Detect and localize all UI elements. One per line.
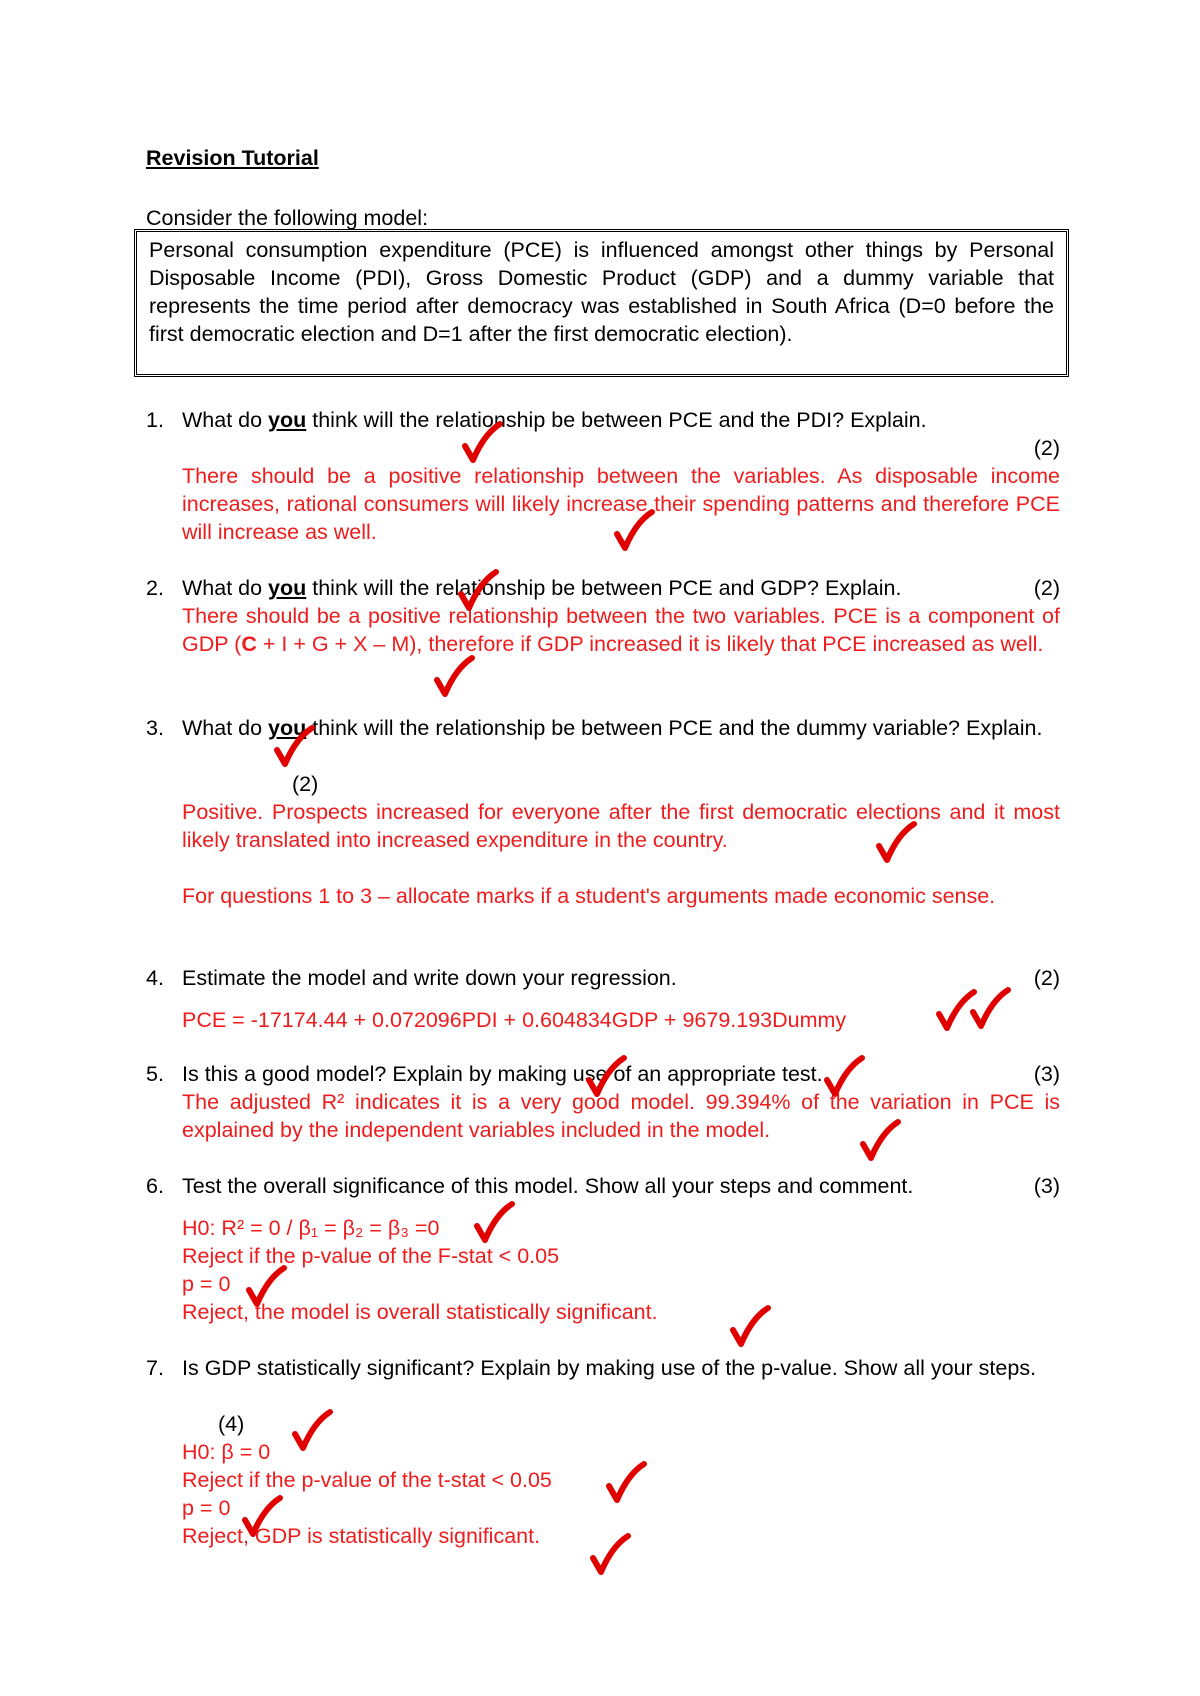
- question-7-marks: (4): [218, 1412, 245, 1436]
- question-2-answer: There should be a positive relationship between the two variables. PCE is a component of GDP (C + I + G + X – M), therefore if GDP increased it is likely that PCE increased as well.: [182, 604, 1060, 656]
- question-number: 3.: [146, 716, 164, 740]
- question-1-text: What do you think will the relationship be between PCE and the PDI? Explain.: [182, 408, 927, 432]
- check-mark-icon: [604, 1460, 648, 1508]
- q6-decision-rule: Reject if the p-value of the F-stat < 0.05: [182, 1244, 560, 1268]
- check-mark-icon: [728, 1304, 772, 1352]
- check-mark-icon: [244, 1264, 288, 1312]
- question-1-answer: There should be a positive relationship between the variables. As disposable income increases, rational consumers will likely increase their spending patterns and therefore PCE will increase as well.: [182, 464, 1060, 544]
- question-4-text: Estimate the model and write down your regression.: [182, 966, 677, 990]
- question-3-marks: (2): [292, 772, 319, 796]
- question-2-marks: (2): [1033, 576, 1060, 600]
- check-mark-icon: [822, 1054, 866, 1102]
- q6-conclusion: Reject, the model is overall statistically significant.: [182, 1300, 658, 1324]
- question-number: 6.: [146, 1174, 164, 1198]
- marking-note: For questions 1 to 3 – allocate marks if a student's arguments made economic sense.: [182, 884, 996, 908]
- check-mark-icon: [460, 420, 504, 468]
- question-3-answer: Positive. Prospects increased for everyone after the first democratic elections and it most likely translated into increased expenditure in the country.: [182, 800, 1060, 852]
- q7-p-value: p = 0: [182, 1496, 231, 1520]
- question-number: 1.: [146, 408, 164, 432]
- q6-null-hypothesis: H0: R² = 0 / β₁ = β₂ = β₃ =0: [182, 1216, 440, 1240]
- question-number: 7.: [146, 1356, 164, 1380]
- q7-conclusion: Reject, GDP is statistically significant.: [182, 1524, 541, 1548]
- question-number: 4.: [146, 966, 164, 990]
- check-mark-icon: [584, 1054, 628, 1102]
- check-mark-icon: [456, 568, 500, 616]
- check-mark-icon: [290, 1408, 334, 1456]
- check-mark-icon: [588, 1532, 632, 1580]
- check-mark-icon: [874, 820, 918, 868]
- check-mark-icon: [968, 986, 1012, 1034]
- question-6-text: Test the overall significance of this model. Show all your steps and comment.: [182, 1174, 914, 1198]
- check-mark-icon: [472, 1200, 516, 1248]
- question-6-marks: (3): [1033, 1174, 1060, 1198]
- question-1-marks: (2): [1033, 436, 1060, 460]
- check-mark-icon: [272, 724, 316, 772]
- q7-null-hypothesis: H0: β = 0: [182, 1440, 271, 1464]
- question-7-text: Is GDP statistically significant? Explain by making use of the p-value. Show all your steps.: [182, 1356, 1037, 1380]
- question-5-answer: The adjusted R² indicates it is a very good model. 99.394% of the variation in PCE is explained by the independent variables included in the model.: [182, 1090, 1060, 1142]
- page-title: Revision Tutorial: [146, 146, 319, 170]
- intro-text: Consider the following model:: [146, 206, 429, 230]
- q6-p-value: p = 0: [182, 1272, 231, 1296]
- question-3-text: What do you think will the relationship be between PCE and the dummy variable? Explain.: [182, 716, 1043, 740]
- model-box: [134, 229, 1069, 377]
- check-mark-icon: [612, 508, 656, 556]
- question-number: 2.: [146, 576, 164, 600]
- regression-equation: PCE = -17174.44 + 0.072096PDI + 0.604834GDP + 9679.193Dummy: [182, 1008, 847, 1032]
- question-4-marks: (2): [1033, 966, 1060, 990]
- check-mark-icon: [432, 654, 476, 702]
- question-5-text: Is this a good model? Explain by making use of an appropriate test.: [182, 1062, 823, 1086]
- question-number: 5.: [146, 1062, 164, 1086]
- q7-decision-rule: Reject if the p-value of the t-stat < 0.05: [182, 1468, 552, 1492]
- check-mark-icon: [240, 1494, 284, 1542]
- model-description: Personal consumption expenditure (PCE) is influenced amongst other things by Personal Disposable Income (PDI), Gross Domestic Product (GDP) and a dummy variable that represents the time period after democracy was established in South Africa (D=0 before the first democratic election and D=1 after the first democratic election).: [149, 238, 1054, 346]
- question-5-marks: (3): [1033, 1062, 1060, 1086]
- question-2-text: What do you think will the relationship be between PCE and GDP? Explain.: [182, 576, 902, 600]
- check-mark-icon: [858, 1118, 902, 1166]
